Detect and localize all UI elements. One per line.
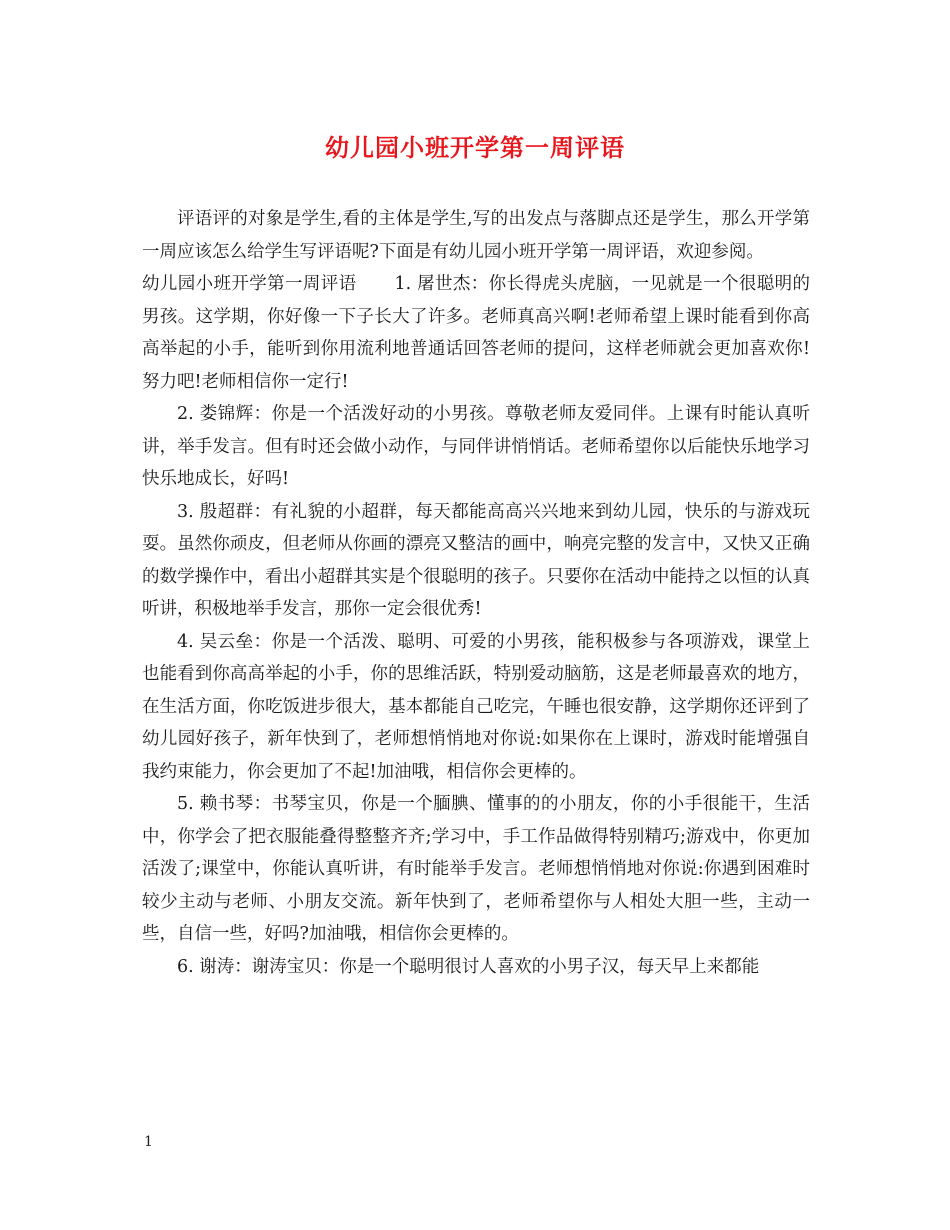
entry-4: 4. 吴云垒：你是一个活泼、聪明、可爱的小男孩，能积极参与各项游戏，课堂上也能看到你高高举起的小手，你的思维活跃，特别爱动脑筋，这是老师最喜欢的地方，在生活方面，你吃饭进步很大，基本都能自己吃完，午睡也很安静，这学期你还评到了幼儿园好孩子，新年快到了，老师想悄悄地对你说:如果你在上课时，游戏时能增强自我约束能力，你会更加了不起!加油哦，相信你会更棒的。 — [142, 631, 810, 782]
section-heading: 幼儿园小班开学第一周评语 — [142, 274, 357, 294]
entry-6: 6. 谢涛：谢涛宝贝：你是一个聪明很讨人喜欢的小男子汉，每天早上来都能 — [177, 956, 760, 977]
page-number: 1 — [144, 1134, 153, 1150]
intro-paragraph: 评语评的对象是学生,看的主体是学生,写的出发点与落脚点还是学生，那么开学第一周应该怎么给学生写评语呢?下面是有幼儿园小班开学第一周评语，欢迎参阅。 — [142, 209, 810, 262]
document-title: 幼儿园小班开学第一周评语 — [325, 133, 625, 162]
entry-3: 3. 殷超群：有礼貌的小超群，每天都能高高兴兴地来到幼儿园，快乐的与游戏玩耍。虽然你顽皮，但老师从你画的漂亮又整洁的画中，响亮完整的发言中，又快又正确的数学操作中，看出小超群其实是个很聪明的孩子。只要你在活动中能持之以恒的认真听讲，积极地举手发言，那你一定会很优秀! — [142, 501, 810, 619]
entry-1: 1. 屠世杰：你长得虎头虎脑，一见就是一个很聪明的男孩。这学期，你好像一下子长大了许多。老师真高兴啊!老师希望上课时能看到你高高举起的小手，能听到你用流利地普通话回答老师的提问，这样老师就会更加喜欢你!努力吧!老师相信你一定行! — [142, 274, 810, 392]
section-paragraph — [142, 268, 810, 398]
entry-5: 5. 赖书琴：书琴宝贝，你是一个腼腆、懂事的的小朋友，你的小手很能干，生活中，你学会了把衣服能叠得整整齐齐;学习中，手工作品做得特别精巧;游戏中，你更加活泼了;课堂中，你能认真听讲，有时能举手发言。老师想悄悄地对你说:你遇到困难时较少主动与老师、小朋友交流。新年快到了，老师希望你与人相处大胆一些，主动一些，自信一些，好吗?加油哦，相信你会更棒的。 — [142, 794, 810, 944]
entry-2: 2. 娄锦辉：你是一个活泼好动的小男孩。尊敬老师友爱同伴。上课有时能认真听讲，举手发言。但有时还会做小动作，与同伴讲悄悄话。老师希望你以后能快乐地学习快乐地成长，好吗! — [142, 404, 810, 489]
document-body — [142, 203, 810, 983]
